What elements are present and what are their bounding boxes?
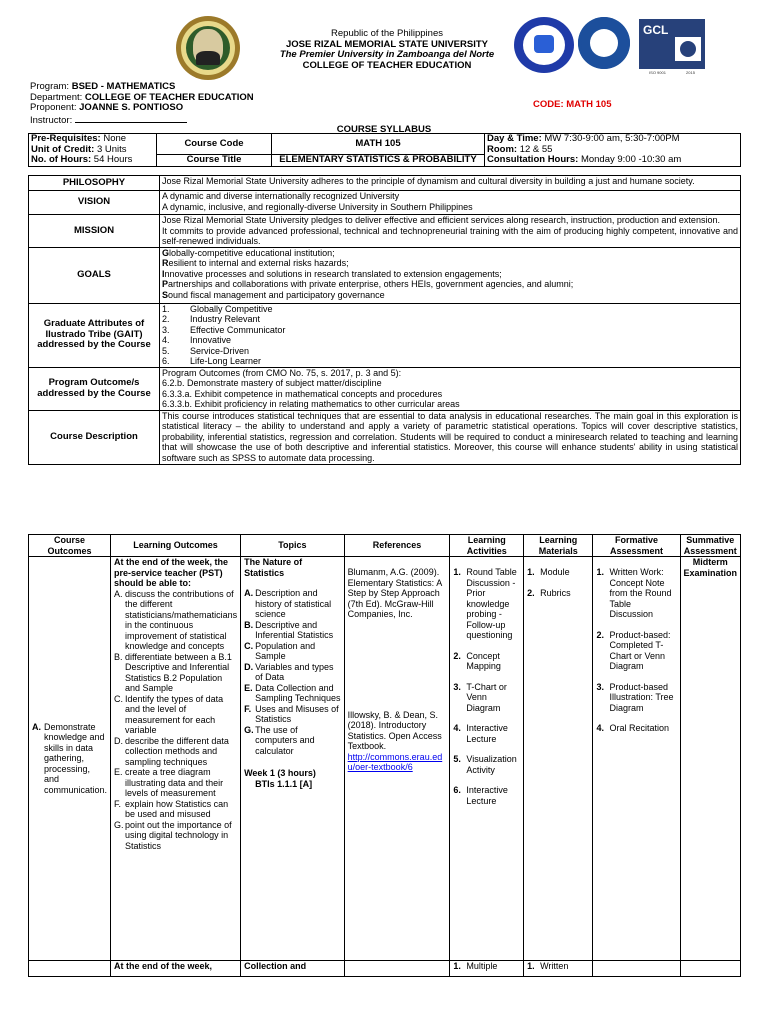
proponent-value: JOANNE S. PONTIOSO xyxy=(79,102,184,113)
topic-marker: A. xyxy=(244,588,254,598)
room-label: Room: xyxy=(487,143,518,155)
reference-1: Blumanm, A.G. (2009). Elementary Statistics: A Step by Step Approach (7th Ed). McGraw-Hill Companies, Inc. xyxy=(347,567,442,619)
university-name: JOSE RIZAL MEMORIAL STATE UNIVERSITY xyxy=(286,38,488,50)
hours-value: 54 Hours xyxy=(91,154,133,165)
header-course-outcomes: Course Outcomes xyxy=(29,535,111,557)
formative-number: 2. xyxy=(596,629,604,640)
philosophy-table xyxy=(28,175,741,465)
republic-text: Republic of the Philippines xyxy=(331,28,443,39)
program-outcome-cell xyxy=(160,367,741,410)
activities-list xyxy=(453,567,520,806)
activity-item xyxy=(453,651,520,672)
lo-marker: F. xyxy=(114,798,122,809)
instructor-label: Instructor: xyxy=(30,114,73,126)
gcl-ukas-logo xyxy=(639,19,705,75)
course-code-badge: CODE: MATH 105 xyxy=(533,99,612,110)
learning-outcome-item xyxy=(114,736,237,768)
formative-text: Written Work: Concept Note from the Round Table Discussion xyxy=(609,567,672,619)
goal-text: esilient to internal and external risks hazards; xyxy=(168,258,349,268)
course-title-value: ELEMENTARY STATISTICS & PROBABILITY xyxy=(272,154,485,166)
activity-number: 3. xyxy=(453,681,461,692)
formative-item xyxy=(596,567,676,620)
activity-number: 4. xyxy=(453,723,461,733)
topic-text: Data Collection and Sampling Techniques xyxy=(255,682,341,703)
formative-number: 3. xyxy=(596,681,604,692)
topic-item xyxy=(244,620,341,641)
materials-cell xyxy=(524,557,593,961)
lo-marker: E. xyxy=(114,767,123,777)
vision-line: A dynamic, inclusive, and regionally-diverse University in Southern Philippines xyxy=(162,201,473,212)
goal-text: nnovative processes and solutions in research translated to extension engagements; xyxy=(164,268,502,279)
topic-marker: C. xyxy=(244,640,254,651)
course-outcome-letter: A. xyxy=(32,721,41,732)
gait-item xyxy=(162,335,738,346)
schedule-cell xyxy=(485,134,741,167)
activity-item xyxy=(453,785,520,806)
gait-number: 6. xyxy=(162,356,170,366)
topics-list xyxy=(244,588,341,756)
formative-number: 1. xyxy=(596,567,604,577)
topic-item xyxy=(244,704,341,725)
goal-text: lobally-competitive educational institution; xyxy=(169,247,335,258)
activity-number: 2. xyxy=(453,650,461,661)
activity-item xyxy=(453,567,520,641)
gait-item xyxy=(162,346,738,357)
course-outcome-text: Demonstrate knowledge and skills in data gathering, processing, and communication. xyxy=(44,721,108,795)
activities-cell xyxy=(450,557,524,961)
activity-item xyxy=(453,682,520,714)
gait-item xyxy=(162,356,738,367)
goals-cell xyxy=(160,247,741,303)
goal-initial: R xyxy=(162,258,169,268)
next-activity-cell xyxy=(450,961,524,977)
credit-label: Unit of Credit: xyxy=(31,143,95,155)
gait-number: 4. xyxy=(162,335,170,345)
philosophy-text: Jose Rizal Memorial State University adheres to the principle of dynamism and cultural diversity in building a just and humane society. xyxy=(160,176,741,191)
topics-title: The Nature of Statistics xyxy=(244,557,303,578)
activity-text: Concept Mapping xyxy=(466,650,501,671)
gait-text: Life-Long Learner xyxy=(190,356,262,366)
formative-text: Product-based: Completed T-Chart or Venn Diagram xyxy=(609,629,671,671)
summative-cell: Midterm Examination xyxy=(680,557,741,961)
learning-outcome-item xyxy=(114,694,237,736)
activity-text: T-Chart or Venn Diagram xyxy=(466,681,507,713)
topics-cell xyxy=(241,557,345,961)
goal-item xyxy=(162,279,738,290)
activity-text: Interactive Lecture xyxy=(466,723,508,744)
gait-text: Effective Communicator xyxy=(190,324,286,335)
gait-item xyxy=(162,325,738,336)
ukas-crown-icon xyxy=(675,37,701,61)
topic-marker: G. xyxy=(244,724,254,735)
university-tagline: The Premier University in Zamboanga del Norte xyxy=(279,49,495,60)
topic-text: Uses and Misuses of Statistics xyxy=(255,703,339,724)
material-text: Rubrics xyxy=(540,587,571,598)
topic-marker: B. xyxy=(244,619,254,630)
learning-outcome-item xyxy=(114,799,237,820)
gait-text: Innovative xyxy=(190,335,232,345)
outcomes-table xyxy=(28,534,741,977)
course-code-value: MATH 105 xyxy=(272,134,485,155)
activity-item xyxy=(453,754,520,775)
topic-marker: D. xyxy=(244,661,254,672)
course-description-label: Course Description xyxy=(29,410,160,464)
lo-text: differentiate between a B.1 Descriptive and Inferential Statistics B.2 Population and Sample xyxy=(125,651,232,693)
goal-item xyxy=(162,269,738,280)
cte-seal-logo xyxy=(514,17,574,73)
lo-text: Identify the types of data and the level of measurement for each variable xyxy=(125,693,224,735)
lo-text: point out the importance of using digital technology in Statistics xyxy=(125,819,232,851)
lo-text: describe the different data collection methods and sampling techniques xyxy=(125,735,229,767)
activity-item xyxy=(453,723,520,744)
goal-text: artnerships and collaborations with private enterprise, others HEIs, government agencies, and alumni; xyxy=(168,279,574,289)
hours-label: No. of Hours: xyxy=(31,154,92,165)
next-course-outcome-cell xyxy=(29,961,111,977)
material-item xyxy=(527,588,589,599)
next-reference-cell xyxy=(344,961,450,977)
material-item xyxy=(527,567,589,578)
gait-cell xyxy=(160,303,741,367)
philosophy-label: PHILOSOPHY xyxy=(29,176,160,191)
gait-text: Service-Driven xyxy=(190,345,250,356)
goal-text: ound fiscal management and participatory governance xyxy=(168,289,385,300)
lo-marker: B. xyxy=(114,651,123,662)
gait-number: 3. xyxy=(162,324,170,335)
activity-text: Round Table Discussion - Prior knowledge probing - Follow-up questioning xyxy=(466,567,517,640)
mission-label: MISSION xyxy=(29,215,160,248)
goal-item xyxy=(162,290,738,301)
daytime-value: MW 7:30-9:00 am, 5:30-7:00PM xyxy=(541,133,680,144)
gait-label: Graduate Attributes of Ilustrado Tribe (GAIT) addressed by the Course xyxy=(29,303,160,367)
formative-item xyxy=(596,682,676,714)
week-label: Week 1 (3 hours) xyxy=(244,768,316,778)
header-summative-assessment: Summative Assessment xyxy=(680,535,741,557)
header-topics: Topics xyxy=(241,535,345,557)
lo-marker: A. xyxy=(114,588,123,599)
goals-label: GOALS xyxy=(29,247,160,303)
formative-cell xyxy=(593,557,680,961)
next-learning-outcome: At the end of the week, xyxy=(111,961,241,977)
gait-text: Industry Relevant xyxy=(190,314,261,324)
course-requirements-cell xyxy=(29,134,157,167)
formative-item xyxy=(596,630,676,672)
course-title-label: Course Title xyxy=(157,154,272,166)
formative-item xyxy=(596,723,676,734)
header-learning-activities: Learning Activities xyxy=(450,535,524,557)
next-activity-text: Multiple xyxy=(466,961,498,971)
gait-number: 2. xyxy=(162,314,170,324)
program-outcome-line: 6.2.b. Demonstrate mastery of subject matter/discipline xyxy=(162,378,382,388)
course-outcome-cell xyxy=(29,557,111,961)
vision-label: VISION xyxy=(29,191,160,215)
proponent-label: Proponent: xyxy=(30,102,77,113)
program-outcome-label: Program Outcome/s addressed by the Course xyxy=(29,367,160,410)
gcl-text: GCL xyxy=(643,23,669,37)
program-value: BSED - MATHEMATICS xyxy=(71,81,176,92)
consult-label: Consultation Hours: xyxy=(487,154,579,165)
material-number: 2. xyxy=(527,587,535,598)
header-formative-assessment: Formative Assessment xyxy=(593,535,680,557)
topic-item xyxy=(244,683,341,704)
formative-list xyxy=(596,567,676,734)
topic-text: Descriptive and Inferential Statistics xyxy=(255,619,334,640)
next-summative-cell xyxy=(680,961,741,977)
credit-value: 3 Units xyxy=(94,143,127,155)
lo-marker: D. xyxy=(114,735,124,746)
header-learning-outcomes: Learning Outcomes xyxy=(111,535,241,557)
department-label: Department: xyxy=(30,91,83,103)
program-outcome-line: Program Outcomes (from CMO No. 75, s. 2017, p. 3 and 5): xyxy=(162,367,402,378)
gait-number: 5. xyxy=(162,345,170,356)
goal-initial: I xyxy=(162,268,165,279)
syllabus-title: COURSE SYLLABUS xyxy=(336,124,432,135)
prereq-label: Pre-Requisites: xyxy=(31,133,101,144)
references-cell xyxy=(344,557,450,961)
lo-text: discuss the contributions of the different statisticians/mathematicians in the continuous improvement of statistical knowledge and concepts xyxy=(125,588,238,651)
gait-item xyxy=(162,304,738,315)
activity-number: 1. xyxy=(453,567,461,577)
next-formative-cell xyxy=(593,961,680,977)
topic-marker: E. xyxy=(244,682,253,693)
topic-text: Description and history of statistical science xyxy=(255,588,332,619)
program-label: Program: xyxy=(30,81,70,92)
lo-marker: C. xyxy=(114,693,124,704)
lo-marker: G. xyxy=(114,819,124,830)
aaccup-logo xyxy=(578,17,630,73)
formative-text: Product-based Illustration: Tree Diagram xyxy=(609,681,674,713)
gait-number: 1. xyxy=(162,303,170,314)
next-material-number: 1. xyxy=(527,961,535,971)
learning-outcomes-list xyxy=(114,589,237,852)
topic-marker: F. xyxy=(244,703,252,714)
next-material-text: Written xyxy=(540,961,569,971)
mission-cell xyxy=(160,215,741,248)
reference-2: Illowsky, B. & Dean, S. (2018). Introductory Statistics. Open Access Textbook. xyxy=(347,709,442,751)
topic-item xyxy=(244,588,341,620)
lo-text: create a tree diagram illustrating data and their levels of measurement xyxy=(125,767,224,798)
topic-item xyxy=(244,725,341,757)
course-header-table xyxy=(28,133,741,167)
header-references: References xyxy=(344,535,450,557)
next-material-cell xyxy=(524,961,593,977)
topic-text: The use of computers and calculator xyxy=(255,724,315,756)
prereq-value: None xyxy=(100,133,127,144)
learning-outcome-item xyxy=(114,652,237,694)
activity-number: 5. xyxy=(453,754,461,764)
goal-initial: S xyxy=(162,289,169,300)
vision-cell xyxy=(160,191,741,215)
learning-outcomes-intro: At the end of the week, the pre-service teacher (PST) should be able to: xyxy=(114,557,229,588)
learning-outcome-item xyxy=(114,589,237,652)
instructor-blank-line xyxy=(75,114,187,123)
vision-line: A dynamic and diverse internationally recognized University xyxy=(162,191,400,201)
goal-item xyxy=(162,248,738,259)
iso-left: ISO 9001 xyxy=(649,70,666,75)
materials-list xyxy=(527,567,589,598)
btis-label: BTIs 1.1.1 [A] xyxy=(255,778,313,789)
course-description-text: This course introduces statistical techniques that are essential to data analysis in educational researches. The main goal in this exploration is statistical literacy – the ability to understand and apply a variety of parametric statistical operations. Topics will cover descriptive statistics, probability, inferential statistics, regression and correlation. Students will be required to conduct a miniresearch related to teaching and learning that will showcase the use of both descriptive and inferential statistics. Moreover, this course will enhance students' ability in using statistical software such as SPSS to automate data processing. xyxy=(160,410,741,464)
next-topic: Collection and xyxy=(241,961,345,977)
topic-item xyxy=(244,662,341,683)
formative-text: Oral Recitation xyxy=(609,723,669,733)
lo-text: explain how Statistics can be used and misused xyxy=(125,798,229,819)
next-activity-number: 1. xyxy=(453,961,461,971)
course-code-label: Course Code xyxy=(157,134,272,155)
activity-number: 6. xyxy=(453,785,461,795)
department-value: COLLEGE OF TEACHER EDUCATION xyxy=(84,91,254,103)
room-value: 12 & 55 xyxy=(517,143,553,155)
daytime-label: Day & Time: xyxy=(487,133,542,144)
topic-text: Variables and types of Data xyxy=(255,661,334,682)
learning-outcome-item xyxy=(114,820,237,852)
consult-value: Monday 9:00 -10:30 am xyxy=(578,154,682,165)
college-name: COLLEGE OF TEACHER EDUCATION xyxy=(302,59,472,71)
activity-text: Interactive Lecture xyxy=(466,785,508,806)
gait-item xyxy=(162,314,738,325)
activity-text: Visualization Activity xyxy=(466,754,517,775)
mission-line: It commits to provide advanced professional, technical and technopreneurial training with the aim of producing highly competent, innovative and self-renewed individuals. xyxy=(162,225,738,246)
material-number: 1. xyxy=(527,567,535,577)
iso-right: 2015 xyxy=(686,70,695,75)
program-outcome-line: 6.3.3.b. Exhibit proficiency in relating mathematics to other curricular areas xyxy=(162,399,460,409)
goal-initial: G xyxy=(162,247,170,258)
mission-line: Jose Rizal Memorial State University pledges to deliver effective and efficient services along research, instruction, production and extension. xyxy=(162,215,720,225)
header-learning-materials: Learning Materials xyxy=(524,535,593,557)
learning-outcome-item xyxy=(114,767,237,799)
goal-item xyxy=(162,258,738,269)
topic-text: Population and Sample xyxy=(255,640,316,661)
topic-item xyxy=(244,641,341,662)
gait-text: Globally Competitive xyxy=(190,303,273,314)
university-header xyxy=(220,29,554,71)
program-info xyxy=(30,82,254,126)
learning-outcomes-cell xyxy=(111,557,241,961)
material-text: Module xyxy=(540,567,570,577)
program-outcome-line: 6.3.3.a. Exhibit competence in mathematical concepts and procedures xyxy=(162,388,443,399)
reference-2-link[interactable]: http://commons.erau.edu/oer-textbook/6 xyxy=(347,751,443,772)
goal-initial: P xyxy=(162,279,169,289)
formative-number: 4. xyxy=(596,723,604,733)
